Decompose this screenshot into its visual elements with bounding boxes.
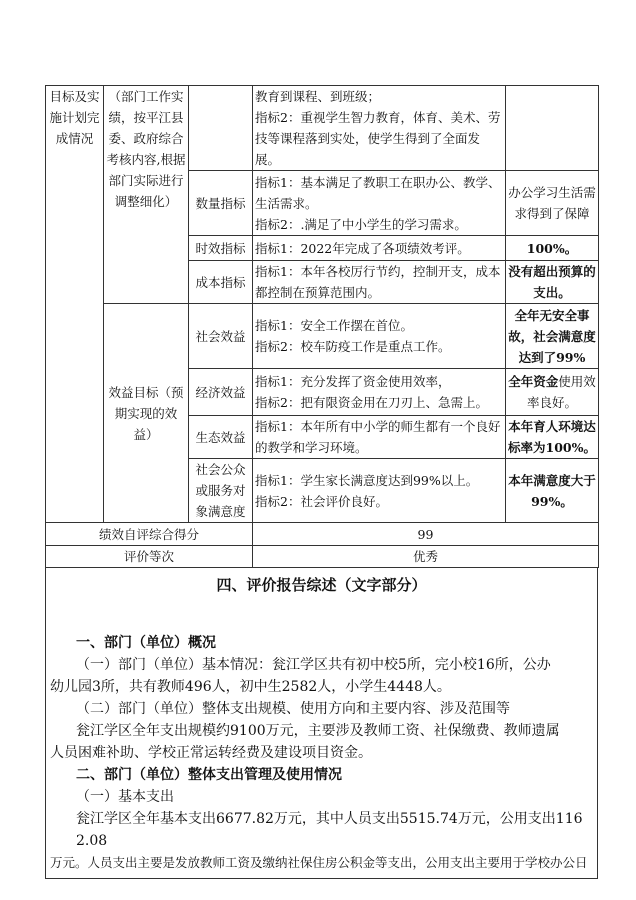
row-head: 目标及实施计划完成情况	[46, 86, 104, 523]
indicator-detail: 指标1：2022年完成了各项绩效考评。	[253, 236, 506, 261]
indicator-detail: 指标1：基本满足了教职工在职办公、教学、生活需求。 指标2：.满足了中小学生的学习需求。	[253, 171, 506, 236]
indicator-detail: 教育到课程、到班级； 指标2：重视学生智力教育，体育、美术、劳技等课程落到实处，使学生得到了全面发展。	[253, 86, 506, 171]
paragraph-line: （一）部门（单位）基本情况：瓮江学区共有初中校5所，完小校16所，公办	[76, 657, 551, 673]
paragraph-line: 瓮江学区全年支出规模约9100万元，主要涉及教师工资、社保缴费、教师遗属	[76, 723, 560, 739]
indicator-result: 本年满意度大于99%。	[506, 459, 599, 523]
indicator-result: 100%。	[506, 236, 599, 261]
indicator-type: 数量指标	[189, 171, 253, 236]
indicator-type: 社会效益	[189, 304, 253, 369]
group-output: （部门工作实绩，按平江县委、政府综合考核内容,根据部门实际进行调整细化）	[104, 86, 189, 304]
paragraph-line: 人员困难补助、学校正常运转经费及建设项目资金。	[50, 745, 372, 761]
group-benefit: 效益目标（预期实现的效益）	[104, 304, 189, 523]
indicator-detail: 指标1：充分发挥了资金使用效率， 指标2：把有限资金用在刀刃上、急需上。	[253, 369, 506, 416]
paragraph-line: 万元。人员支出主要是发放教师工资及缴纳社保住房公积金等支出，公用支出主要用于学校办公日	[50, 855, 588, 870]
indicator-type: 生态效益	[189, 416, 253, 459]
paragraph-line: 瓮江学区全年基本支出6677.82万元，其中人员支出5515.74万元，公用支出1162.08	[76, 811, 583, 849]
score-label: 绩效自评综合得分	[46, 523, 253, 546]
indicator-detail: 指标1：安全工作摆在首位。 指标2：校车防疫工作是重点工作。	[253, 304, 506, 369]
report-body	[46, 632, 597, 874]
indicator-result: 没有超出预算的支出。	[506, 261, 599, 304]
indicator-detail: 指标1：本年所有中小学的师生都有一个良好的教学和学习环境。	[253, 416, 506, 459]
indicator-type: 经济效益	[189, 369, 253, 416]
section-heading: 一、部门（单位）概况	[76, 635, 216, 651]
indicator-result: 全年无安全事故，社会满意度达到了99%	[506, 304, 599, 369]
section-heading: 二、部门（单位）整体支出管理及使用情况	[76, 767, 342, 783]
indicator-result	[506, 86, 599, 171]
score-value: 99	[253, 523, 599, 546]
indicator-type: 社会公众或服务对象满意度	[189, 459, 253, 523]
indicator-result: 全年资金使用效率良好。	[506, 369, 599, 416]
performance-table	[45, 85, 599, 568]
indicator-result: 办公学习生活需求得到了保障	[506, 171, 599, 236]
grade-label: 评价等次	[46, 546, 253, 568]
document-page	[45, 85, 598, 879]
report-section	[45, 568, 598, 879]
indicator-detail: 指标1：本年各校厉行节约，控制开支，成本都控制在预算范围内。	[253, 261, 506, 304]
report-title: 四、评价报告综述（文字部分）	[216, 576, 427, 594]
indicator-result: 本年育人环境达标率为100%。	[506, 416, 599, 459]
paragraph-line: （二）部门（单位）整体支出规模、使用方向和主要内容、涉及范围等	[76, 701, 510, 717]
indicator-type: 时效指标	[189, 236, 253, 261]
indicator-detail: 指标1：学生家长满意度达到99%以上。 指标2：社会评价良好。	[253, 459, 506, 523]
indicator-type: 成本指标	[189, 261, 253, 304]
grade-value: 优秀	[253, 546, 599, 568]
indicator-type	[189, 86, 253, 171]
paragraph-line: 幼儿园3所，共有教师496人，初中生2582人，小学生4448人。	[50, 679, 451, 695]
paragraph-line: （一）基本支出	[76, 789, 174, 805]
